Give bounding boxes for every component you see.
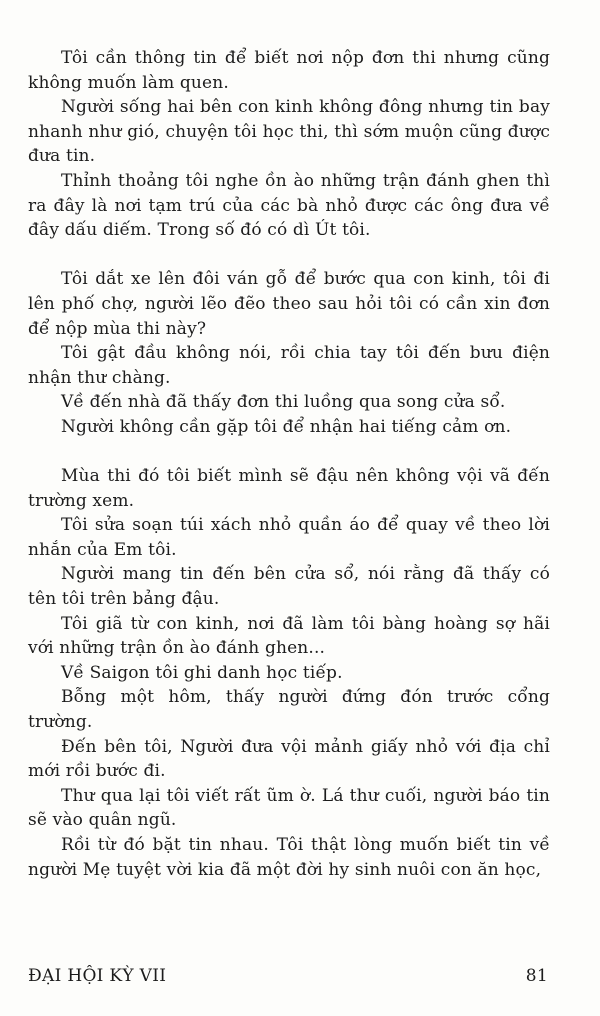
paragraph: Tôi giã từ con kinh, nơi đã làm tôi bàng hoàng sợ hãi với những trận ồn ào đánh ghen...	[28, 613, 550, 659]
paragraph-gap	[28, 440, 550, 465]
footer-title: ĐẠI HỘI KỲ VII	[28, 966, 167, 986]
paragraph: Thỉnh thoảng tôi nghe ồn ào những trận đánh ghen thì ra đây là nơi tạm trú của các bà nhỏ được các ông đưa về đây dấu diếm. Trong số đó có dì Út tôi.	[28, 170, 550, 241]
paragraph: Về đến nhà đã thấy đơn thi luồng qua song cửa sổ.	[61, 392, 506, 413]
body-text	[28, 46, 550, 882]
paragraph: Tôi sửa soạn túi xách nhỏ quần áo để quay về theo lời nhắn của Em tôi.	[28, 515, 550, 560]
page-number: 81	[525, 966, 548, 986]
paragraph: Tôi dắt xe lên đôi ván gỗ để bước qua con kinh, tôi đi lên phố chợ, người lẽo đẽo theo sau hỏi tôi có cần xin đơn để nộp mùa thi này?	[28, 269, 550, 339]
paragraph: Tôi cần thông tin để biết nơi nộp đơn thi nhưng cũng không muốn làm quen.	[28, 48, 550, 93]
paragraph: Người mang tin đến bên cửa sổ, nói rằng đã thấy có tên tôi trên bảng đậu.	[28, 564, 550, 610]
paragraph: Đến bên tôi, Người đưa vội mảnh giấy nhỏ với địa chỉ mới rồi bước đi.	[28, 736, 550, 782]
paragraph: Thư qua lại tôi viết rất ũm ờ. Lá thư cuối, người báo tin sẽ vào quân ngũ.	[28, 785, 550, 831]
paragraph: Người không cần gặp tôi để nhận hai tiếng cảm ơn.	[61, 416, 512, 437]
page-footer	[28, 966, 548, 986]
paragraph-gap	[28, 243, 550, 268]
paragraph: Mùa thi đó tôi biết mình sẽ đậu nên không vội vã đến trường xem.	[28, 466, 550, 511]
paragraph: Bỗng một hôm, thấy người đứng đón trước cổng trường.	[28, 687, 550, 733]
paragraph: Tôi gật đầu không nói, rồi chia tay tôi đến bưu điện nhận thư chàng.	[28, 343, 550, 388]
paragraph: Người sống hai bên con kinh không đông nhưng tin bay nhanh như gió, chuyện tôi học thi, thì sớm muộn cũng được đưa tin.	[28, 97, 550, 167]
paragraph: Rồi từ đó bặt tin nhau. Tôi thật lòng muốn biết tin về người Mẹ tuyệt vời kia đã một đời hy sinh nuôi con ăn học,	[28, 835, 550, 880]
paragraph: Về Saigon tôi ghi danh học tiếp.	[61, 662, 343, 683]
